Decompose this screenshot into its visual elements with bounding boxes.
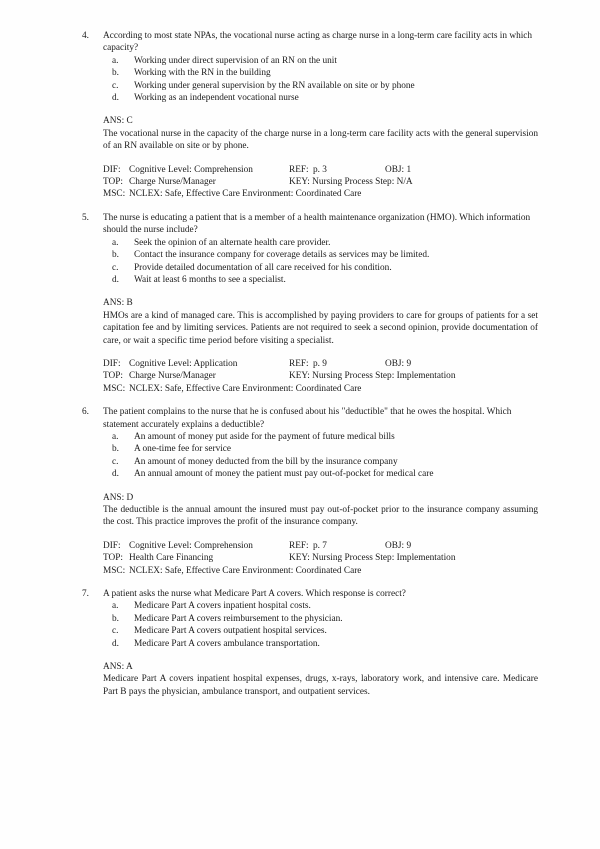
question-number-7: 7. xyxy=(82,589,89,600)
ref-label-5: REF: xyxy=(289,358,309,369)
ref-label-4: REF: xyxy=(289,164,309,175)
dif-label-5: DIF: xyxy=(103,358,121,369)
option-item-6a[interactable] xyxy=(82,431,538,443)
answer-block-7 xyxy=(82,661,538,698)
option-item-7a[interactable] xyxy=(82,600,538,612)
option-letter-4b: b. xyxy=(112,68,119,79)
question-stem-text-5: The nurse is educating a patient that is a member of a health maintenance organization (HMO). Which information should the nurse include? xyxy=(103,212,531,236)
option-text-7b: Medicare Part A covers reimbursement to the physician. xyxy=(134,613,343,624)
option-letter-6b: b. xyxy=(112,444,119,455)
metadata-block-5 xyxy=(82,358,538,395)
option-text-7a: Medicare Part A covers inpatient hospital costs. xyxy=(134,601,311,612)
key-value-6: KEY: Nursing Process Step: Implementation xyxy=(289,553,456,564)
metadata-row-dif-5 xyxy=(103,358,538,370)
option-item-4d[interactable] xyxy=(82,92,538,104)
ref-label-6: REF: xyxy=(289,540,309,551)
question-block-6 xyxy=(82,406,538,577)
top-value-4: Charge Nurse/Manager xyxy=(129,177,216,188)
option-letter-7a: a. xyxy=(112,601,119,612)
answer-block-6 xyxy=(82,492,538,529)
top-label-4: TOP: xyxy=(103,177,123,188)
metadata-row-dif-6 xyxy=(103,540,538,552)
dif-value-6: Cognitive Level: Comprehension xyxy=(129,540,253,551)
option-item-7d[interactable] xyxy=(82,638,538,650)
msc-value-5: NCLEX: Safe, Effective Care Environment: Coordinated Care xyxy=(129,383,362,394)
dif-value-5: Cognitive Level: Application xyxy=(129,358,238,369)
option-item-7c[interactable] xyxy=(82,625,538,637)
top-value-5: Charge Nurse/Manager xyxy=(129,371,216,382)
question-stem-text-7: A patient asks the nurse what Medicare Part A covers. Which response is correct? xyxy=(103,589,406,600)
metadata-row-top-4 xyxy=(103,176,538,188)
option-letter-4a: a. xyxy=(112,55,119,66)
option-text-6a: An amount of money put aside for the payment of future medical bills xyxy=(134,431,395,442)
option-letter-7b: b. xyxy=(112,613,119,624)
rationale-6: The deductible is the annual amount the insured must pay out-of-pocket prior to the insurance company assuming the cost. This practice improves the profit of the insurance company. xyxy=(103,505,538,528)
option-item-6b[interactable] xyxy=(82,443,538,455)
option-list-5 xyxy=(82,237,538,287)
question-stem-5 xyxy=(82,212,538,237)
metadata-row-msc-6 xyxy=(103,565,538,577)
option-item-4a[interactable] xyxy=(82,55,538,67)
ref-value-5: p. 9 xyxy=(313,358,327,369)
question-stem-4 xyxy=(82,30,538,55)
metadata-row-top-6 xyxy=(103,552,538,564)
rationale-7: Medicare Part A covers inpatient hospital expenses, drugs, x-rays, laboratory work, and intensive care. Medicare Part B pays the physician, ambulance transport, and outpatient services. xyxy=(103,674,538,697)
metadata-block-6 xyxy=(82,540,538,577)
dif-label-6: DIF: xyxy=(103,540,121,551)
option-item-5c[interactable] xyxy=(82,262,538,274)
answer-block-5 xyxy=(82,297,538,347)
top-value-6: Health Care Financing xyxy=(129,553,214,564)
option-item-5d[interactable] xyxy=(82,274,538,286)
option-letter-5b: b. xyxy=(112,250,119,261)
question-number-6: 6. xyxy=(82,407,89,418)
option-letter-5d: d. xyxy=(112,274,119,285)
option-letter-7c: c. xyxy=(112,626,119,637)
option-text-7c: Medicare Part A covers outpatient hospital services. xyxy=(134,626,327,637)
option-text-6d: An annual amount of money the patient must pay out-of-pocket for medical care xyxy=(134,469,434,480)
top-label-5: TOP: xyxy=(103,371,123,382)
option-item-4c[interactable] xyxy=(82,80,538,92)
option-text-4a: Working under direct supervision of an RN on the unit xyxy=(134,55,337,66)
msc-label-5: MSC: xyxy=(103,383,126,394)
option-text-5b: Contact the insurance company for coverage details as services may be limited. xyxy=(134,250,430,261)
answer-label-7: ANS: A xyxy=(103,662,133,673)
metadata-row-dif-4 xyxy=(103,164,538,176)
option-item-4b[interactable] xyxy=(82,67,538,79)
msc-value-6: NCLEX: Safe, Effective Care Environment: Coordinated Care xyxy=(129,565,362,576)
answer-label-5: ANS: B xyxy=(103,298,133,309)
metadata-block-4 xyxy=(82,164,538,201)
option-letter-6d: d. xyxy=(112,469,119,480)
ref-value-4: p. 3 xyxy=(313,164,327,175)
dif-label-4: DIF: xyxy=(103,164,121,175)
question-stem-text-4: According to most state NPAs, the vocational nurse acting as charge nurse in a long-term care facility acts in which capacity? xyxy=(103,31,533,54)
msc-value-4: NCLEX: Safe, Effective Care Environment: Coordinated Care xyxy=(129,189,362,200)
dif-value-4: Cognitive Level: Comprehension xyxy=(129,164,253,175)
option-list-4 xyxy=(82,55,538,105)
option-text-5a: Seek the opinion of an alternate health care provider. xyxy=(134,237,331,248)
answer-block-4 xyxy=(82,115,538,152)
question-number-5: 5. xyxy=(82,212,89,223)
option-letter-5c: c. xyxy=(112,262,119,273)
option-text-6c: An amount of money deducted from the bill by the insurance company xyxy=(134,456,398,467)
option-letter-4d: d. xyxy=(112,93,119,104)
option-letter-4c: c. xyxy=(112,80,119,91)
top-label-6: TOP: xyxy=(103,553,123,564)
obj-value-6: OBJ: 9 xyxy=(385,540,412,551)
option-text-4b: Working with the RN in the building xyxy=(134,68,271,79)
obj-value-5: OBJ: 9 xyxy=(385,358,412,369)
option-item-6d[interactable] xyxy=(82,468,538,480)
option-letter-7d: d. xyxy=(112,638,119,649)
question-stem-text-6: The patient complains to the nurse that he is confused about his "deductible" that he owes the hospital. Which statement accurately explains a deductible? xyxy=(103,407,512,430)
question-block-4 xyxy=(82,30,538,201)
option-letter-6a: a. xyxy=(112,431,119,442)
option-list-7 xyxy=(82,600,538,650)
option-list-6 xyxy=(82,431,538,481)
option-letter-5a: a. xyxy=(112,237,119,248)
option-text-4d: Working as an independent vocational nurse xyxy=(134,93,299,104)
option-letter-6c: c. xyxy=(112,456,119,467)
obj-value-4: OBJ: 1 xyxy=(385,164,412,175)
rationale-5: HMOs are a kind of managed care. This is accomplished by paying providers to care for groups of patients for a set capitation fee and by limiting services. Patients are not required to seek a second opinion, provide documentation of care, or wait a specific time period before visiting a specialist. xyxy=(103,310,538,346)
option-text-4c: Working under general supervision by the RN available on site or by phone xyxy=(134,80,415,91)
ref-value-6: p. 7 xyxy=(313,540,327,551)
question-block-5 xyxy=(82,212,538,395)
option-text-7d: Medicare Part A covers ambulance transportation. xyxy=(134,638,320,649)
msc-label-4: MSC: xyxy=(103,189,126,200)
option-item-6c[interactable] xyxy=(82,456,538,468)
metadata-row-msc-5 xyxy=(103,383,538,395)
metadata-row-top-5 xyxy=(103,370,538,382)
option-text-6b: A one-time fee for service xyxy=(134,444,232,455)
answer-label-4: ANS: C xyxy=(103,116,133,127)
question-number-4: 4. xyxy=(82,31,89,41)
answer-label-6: ANS: D xyxy=(103,492,134,503)
option-item-5a[interactable] xyxy=(82,237,538,249)
key-value-5: KEY: Nursing Process Step: Implementation xyxy=(289,371,456,382)
rationale-4: The vocational nurse in the capacity of the charge nurse in a long-term care facility acts with the general supervision of an RN available on site or by phone. xyxy=(103,128,538,152)
msc-label-6: MSC: xyxy=(103,565,126,576)
option-text-5d: Wait at least 6 months to see a specialist. xyxy=(134,274,286,285)
question-block-7 xyxy=(82,588,538,698)
question-stem-6 xyxy=(82,406,538,431)
metadata-row-msc-4 xyxy=(103,188,538,200)
option-item-7b[interactable] xyxy=(82,613,538,625)
key-value-4: KEY: Nursing Process Step: N/A xyxy=(289,177,413,188)
option-text-5c: Provide detailed documentation of all care received for his condition. xyxy=(134,262,392,273)
question-stem-7 xyxy=(82,588,538,600)
option-item-5b[interactable] xyxy=(82,249,538,261)
